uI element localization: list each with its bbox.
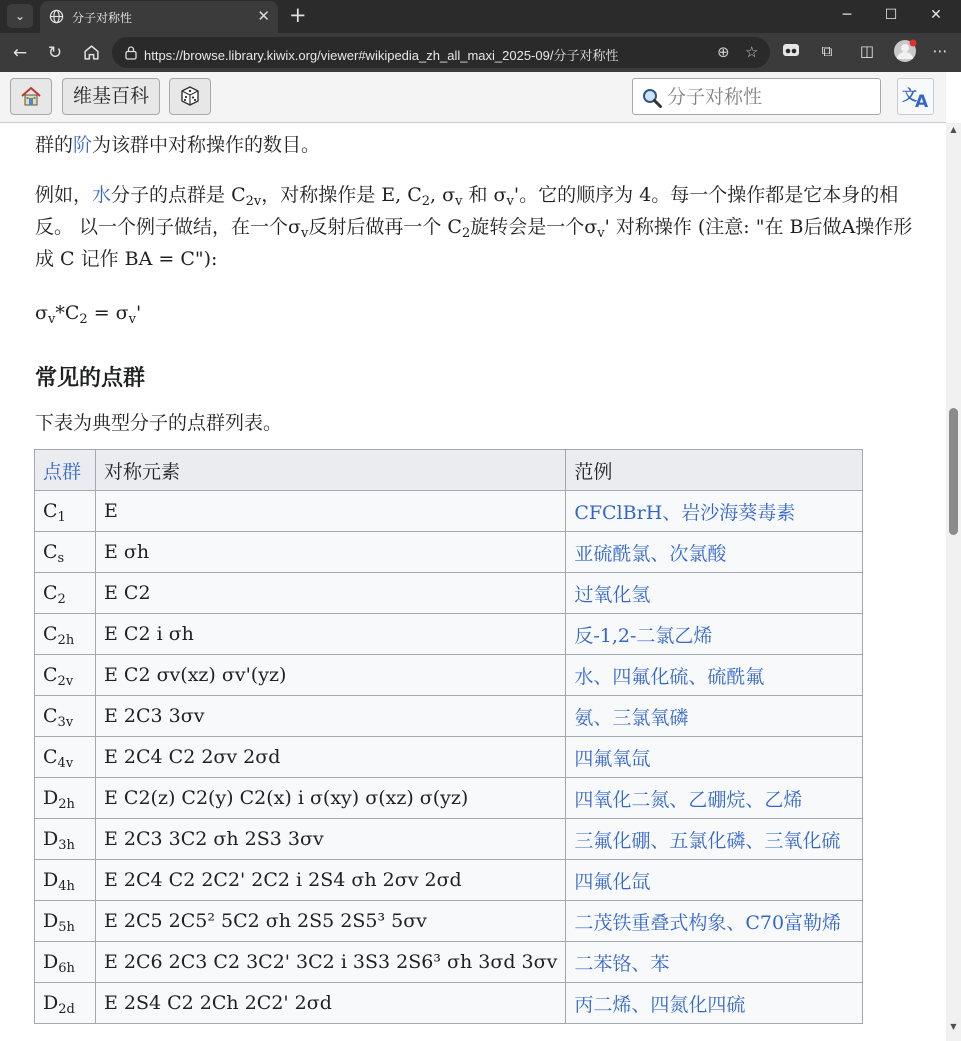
example-cell[interactable] <box>566 614 863 655</box>
tab-close-icon[interactable]: ✕ <box>257 7 270 25</box>
symmetry-elements-cell: E 2C3 3C2 σh 2S3 3σv <box>96 819 566 860</box>
new-tab-icon[interactable]: + <box>289 3 307 27</box>
point-group-cell: $C_{3v}$ <box>35 696 96 737</box>
example-cell[interactable] <box>566 901 863 942</box>
kiwix-wiki-button[interactable]: 维基百科 <box>62 78 160 115</box>
example-cell[interactable] <box>566 532 863 573</box>
address-bar[interactable] <box>112 37 770 68</box>
example-cell[interactable] <box>566 860 863 901</box>
example-link[interactable]: 过氧化氢 <box>574 583 651 606</box>
point-group-cell: $D_{3h}$ <box>35 819 96 860</box>
active-tab[interactable] <box>40 1 278 33</box>
close-window-icon[interactable]: ✕ <box>930 7 942 23</box>
symmetry-elements-cell: E 2C4 C2 2σv 2σd <box>96 737 566 778</box>
table-intro: 下表为典型分子的点群列表。 <box>35 412 283 434</box>
symmetry-elements-cell: E C2 <box>96 573 566 614</box>
url-text: https://browse.library.kiwix.org/viewer#wikipedia_zh_all_maxi_2025-09/分子对称性 <box>144 48 619 63</box>
point-group-cell: $C_2$ <box>35 573 96 614</box>
order-link[interactable]: 阶 <box>73 134 93 156</box>
symmetry-elements-cell: E C2(z) C2(y) C2(x) i σ(xy) σ(xz) σ(yz) <box>96 778 566 819</box>
intro-paragraph <box>35 129 320 161</box>
table-row <box>35 614 863 655</box>
favorite-star-icon[interactable]: ☆ <box>745 43 759 61</box>
table-row <box>35 778 863 819</box>
point-group-cell: $D_{2h}$ <box>35 778 96 819</box>
more-menu-icon[interactable]: ⋯ <box>932 42 948 60</box>
example-link[interactable]: 丙二烯、四氮化四硫 <box>574 993 746 1016</box>
symmetry-elements-cell: E C2 i σh <box>96 614 566 655</box>
table-row <box>35 942 863 983</box>
header-point-group[interactable]: 点群 <box>35 450 96 491</box>
article-content <box>0 123 946 1041</box>
scroll-up-arrow[interactable]: ▲ <box>950 125 957 134</box>
vertical-scrollbar[interactable] <box>946 123 961 1041</box>
split-screen-icon[interactable]: ◫ <box>859 42 875 60</box>
language-button[interactable] <box>897 78 934 115</box>
tab-list-button[interactable]: ⌄ <box>7 4 33 28</box>
example-cell[interactable] <box>566 573 863 614</box>
symmetry-elements-cell: E <box>96 491 566 532</box>
maximize-icon[interactable]: ☐ <box>884 7 898 23</box>
water-link[interactable]: 水 <box>92 184 112 206</box>
extension-icon[interactable] <box>780 42 802 62</box>
table-header-row <box>35 450 863 491</box>
example-link[interactable]: 四氟氧氙 <box>574 747 651 770</box>
example-link[interactable]: 氨、三氯氧磷 <box>574 706 689 729</box>
header-examples: 范例 <box>566 450 863 491</box>
table-row <box>35 532 863 573</box>
lock-icon[interactable] <box>124 45 138 64</box>
symmetry-elements-cell: E 2S4 C2 2Ch 2C2' 2σd <box>96 983 566 1024</box>
example-cell[interactable] <box>566 696 863 737</box>
point-group-cell: $C_{4v}$ <box>35 737 96 778</box>
dice-icon <box>179 85 201 107</box>
example-cell[interactable] <box>566 942 863 983</box>
symmetry-elements-cell: E σh <box>96 532 566 573</box>
example-link[interactable]: CFClBrH、岩沙海葵毒素 <box>574 501 796 524</box>
table-row <box>35 491 863 532</box>
example-link[interactable]: 反-1,2-二氯乙烯 <box>574 624 713 647</box>
house-icon <box>19 84 43 108</box>
point-group-cell: $D_{5h}$ <box>35 901 96 942</box>
example-link[interactable]: 四氧化二氮、乙硼烷、乙烯 <box>574 788 803 811</box>
intro-text-end: 为该群中对称操作的数目。 <box>92 134 321 156</box>
minimize-icon[interactable]: ─ <box>842 7 852 23</box>
point-group-cell: $C_{2h}$ <box>35 614 96 655</box>
extensions-puzzle-icon[interactable]: ⧉ <box>821 42 833 60</box>
translate-icon <box>901 84 931 110</box>
tab-title: 分子对称性 <box>72 11 133 25</box>
scroll-thumb[interactable] <box>949 408 958 535</box>
example-cell[interactable] <box>566 655 863 696</box>
point-group-cell: $D_{6h}$ <box>35 942 96 983</box>
example-link[interactable]: 二苯铬、苯 <box>574 952 670 975</box>
example-cell[interactable] <box>566 819 863 860</box>
point-group-cell: $D_{4h}$ <box>35 860 96 901</box>
table-row <box>35 819 863 860</box>
table-row <box>35 901 863 942</box>
symmetry-elements-cell: E 2C5 2C5² 5C2 σh 2S5 2S5³ 5σv <box>96 901 566 942</box>
intro-text: 群的 <box>35 134 74 156</box>
symmetry-elements-cell: E C2 σv(xz) σv'(yz) <box>96 655 566 696</box>
example-paragraph: 例如，水分子的点群是 $C_{2v}$，对称操作是 E, $C_2$, $\sigma_v$ 和 $\sigma_v'$。它的顺序为 4。每一个操作都是它本身的相反。 以一个例子做结，在一个$\sigma_v$反射后做再一个 $C_2$旋转会是一个$\sigma_v'$ 对称操作 (注意: "在 B后做A操作形成 C 记作 BA = C"): <box>35 184 913 270</box>
home-icon[interactable] <box>78 40 104 66</box>
browser-toolbar <box>0 33 961 72</box>
example-link[interactable]: 二茂铁重叠式构象、C70富勒烯 <box>574 911 842 934</box>
point-group-table <box>34 449 863 1024</box>
table-row <box>35 573 863 614</box>
table-row <box>35 983 863 1024</box>
svg-text:A: A <box>915 92 929 110</box>
back-icon[interactable]: ← <box>12 43 28 63</box>
example-cell[interactable] <box>566 983 863 1024</box>
example-link[interactable]: 四氟化氙 <box>574 870 651 893</box>
example-link[interactable]: 亚硫酰氯、次氯酸 <box>574 542 727 565</box>
kiwix-toolbar <box>0 72 946 123</box>
symmetry-elements-cell: E 2C4 C2 2C2' 2C2 i 2S4 σh 2σv 2σd <box>96 860 566 901</box>
reload-icon[interactable]: ↻ <box>47 43 63 63</box>
point-group-cell: $C_{2v}$ <box>35 655 96 696</box>
point-group-cell: $D_{2d}$ <box>35 983 96 1024</box>
profile-avatar[interactable] <box>893 39 915 67</box>
example-cell[interactable] <box>566 737 863 778</box>
tab-strip <box>0 0 961 33</box>
header-symmetry-elements: 对称元素 <box>96 450 566 491</box>
example-cell[interactable] <box>566 491 863 532</box>
example-link[interactable]: 水、四氟化硫、硫酰氟 <box>574 665 765 688</box>
table-row <box>35 655 863 696</box>
table-row <box>35 737 863 778</box>
example-link[interactable]: 三氟化硼、五氯化磷、三氧化硫 <box>574 829 841 852</box>
search-icon <box>641 87 663 113</box>
svg-text:文: 文 <box>902 86 918 104</box>
table-row <box>35 696 863 737</box>
table-row <box>35 860 863 901</box>
point-group-cell: $C_1$ <box>35 491 96 532</box>
section-heading: 常见的点群 <box>35 365 146 391</box>
formula-line: $\sigma_v*C_2 = \sigma_v'$ <box>35 302 142 327</box>
kiwix-search-box[interactable] <box>632 78 881 115</box>
point-group-cell: $C_s$ <box>35 532 96 573</box>
symmetry-elements-cell: E 2C6 2C3 C2 3C2' 3C2 i 3S3 2S6³ σh 3σd 3σv <box>96 942 566 983</box>
globe-icon <box>49 9 64 28</box>
symmetry-elements-cell: E 2C3 3σv <box>96 696 566 737</box>
example-cell[interactable] <box>566 778 863 819</box>
kiwix-random-button[interactable] <box>169 78 211 115</box>
search-input[interactable] <box>667 83 872 110</box>
zoom-icon[interactable]: ⊕ <box>717 43 730 61</box>
scroll-down-arrow[interactable]: ▼ <box>950 1022 957 1031</box>
kiwix-home-button[interactable] <box>10 78 52 115</box>
